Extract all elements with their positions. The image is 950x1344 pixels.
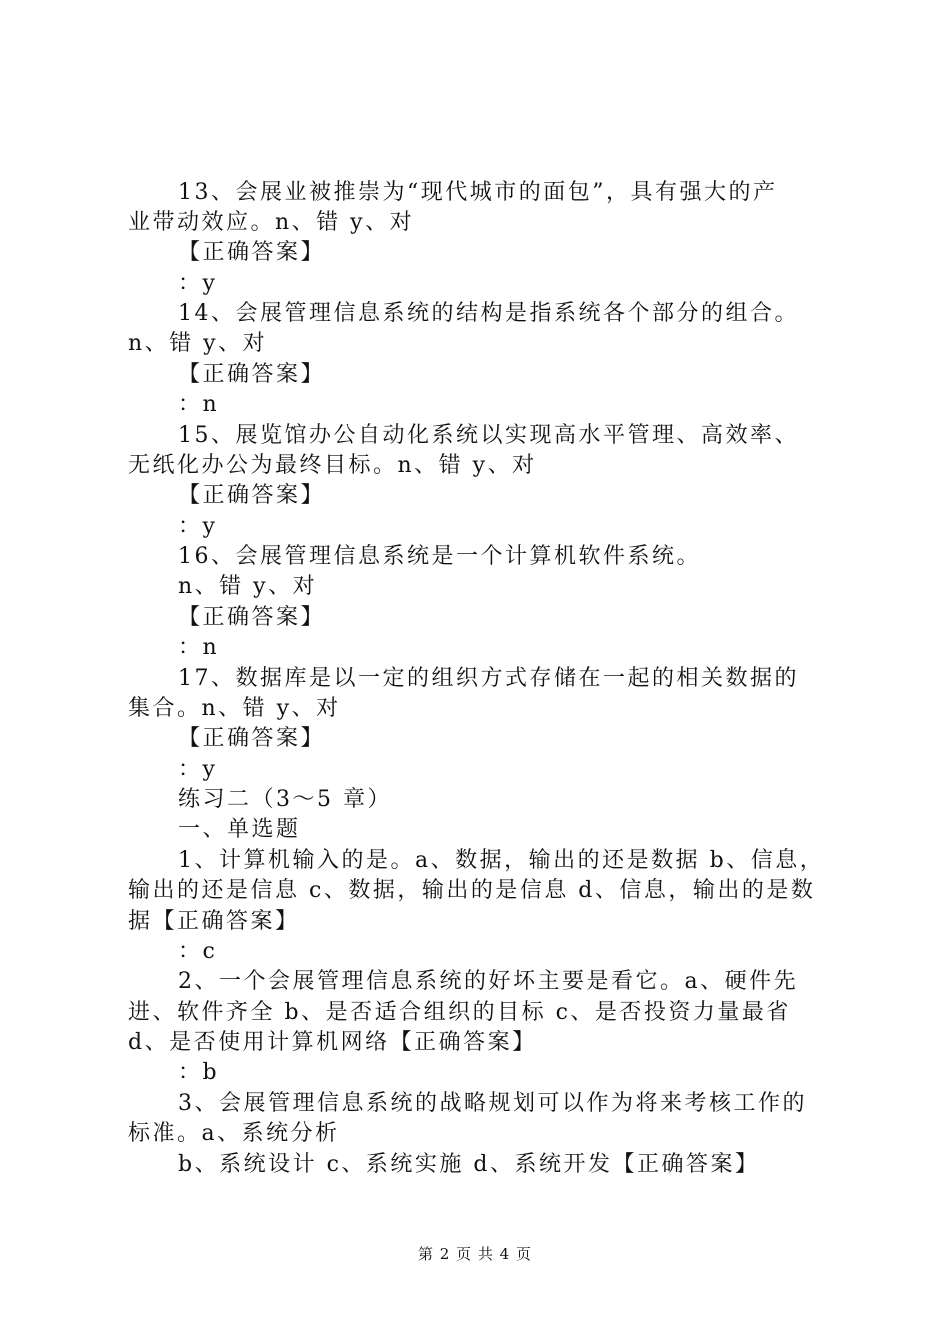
text-line: ：y	[178, 757, 218, 782]
text-line: 15、展览馆办公自动化系统以实现高水平管理、高效率、	[178, 423, 799, 448]
text-line: 1、计算机输入的是。a、数据，输出的还是数据 b、信息，	[178, 848, 825, 873]
section-subheading: 一、单选题	[178, 817, 301, 842]
text-line: 【正确答案】	[178, 605, 326, 630]
text-line: 16、会展管理信息系统是一个计算机软件系统。	[178, 544, 701, 569]
text-line: ：y	[178, 514, 218, 539]
text-line: 17、数据库是以一定的组织方式存储在一起的相关数据的	[178, 666, 799, 691]
text-line: n、错 y、对	[128, 331, 268, 356]
text-line: ：n	[178, 392, 220, 417]
text-line: 无纸化办公为最终目标。n、错 y、对	[128, 453, 537, 478]
text-line: n、错 y、对	[178, 574, 318, 599]
text-line: ：b	[178, 1060, 220, 1085]
text-line: 【正确答案】	[178, 240, 326, 265]
text-line: 3、会展管理信息系统的战略规划可以作为将来考核工作的	[178, 1091, 807, 1116]
text-line: 【正确答案】	[178, 483, 326, 508]
text-line: d、是否使用计算机网络【正确答案】	[128, 1030, 537, 1055]
text-line: ：n	[178, 635, 220, 660]
text-line: 业带动效应。n、错 y、对	[128, 210, 415, 235]
text-line: 【正确答案】	[178, 726, 326, 751]
text-line: ：c	[178, 939, 218, 964]
text-line: 14、会展管理信息系统的结构是指系统各个部分的组合。	[178, 301, 799, 326]
text-line: ：y	[178, 271, 218, 296]
page-footer: 第 2 页 共 4 页	[418, 1245, 532, 1263]
section-heading: 练习二（3～5 章）	[178, 787, 392, 812]
text-line: 【正确答案】	[178, 362, 326, 387]
text-line: 标准。a、系统分析	[128, 1121, 340, 1146]
text-line: 13、会展业被推崇为“现代城市的面包”，具有强大的产	[178, 180, 778, 205]
text-line: 输出的还是信息 c、数据，输出的是信息 d、信息，输出的是数	[128, 878, 816, 903]
text-line: 2、一个会展管理信息系统的好坏主要是看它。a、硬件先	[178, 969, 799, 994]
text-line: 据【正确答案】	[128, 909, 300, 934]
text-line: 进、软件齐全 b、是否适合组织的目标 c、是否投资力量最省	[128, 1000, 791, 1025]
text-line: 集合。n、错 y、对	[128, 696, 341, 721]
text-line: b、系统设计 c、系统实施 d、系统开发【正确答案】	[178, 1152, 760, 1177]
